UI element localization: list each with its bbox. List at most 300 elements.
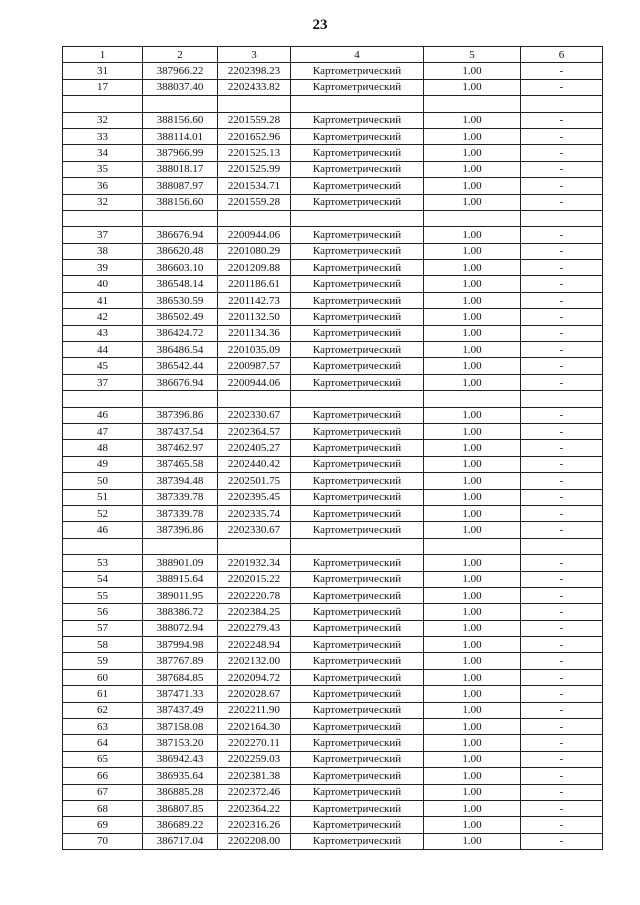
- table-cell: [218, 96, 291, 112]
- table-row: [63, 440, 603, 456]
- table-cell: Картометрический: [291, 79, 424, 95]
- table-row: [63, 669, 603, 685]
- table-cell: 65: [63, 751, 143, 767]
- table-cell: [143, 391, 218, 407]
- table-cell: 2200987.57: [218, 358, 291, 374]
- table-cell: 2202381.38: [218, 768, 291, 784]
- table-row: [63, 817, 603, 833]
- table-cell: 63: [63, 719, 143, 735]
- table-cell: 388018.17: [143, 161, 218, 177]
- table-cell: Картометрический: [291, 423, 424, 439]
- table-cell: [291, 391, 424, 407]
- table-cell: 1.00: [424, 63, 521, 79]
- table-cell: 388087.97: [143, 178, 218, 194]
- table-cell: 387437.49: [143, 702, 218, 718]
- table-cell: -: [521, 227, 603, 243]
- table-cell: 386689.22: [143, 817, 218, 833]
- table-cell: Картометрический: [291, 637, 424, 653]
- table-cell: 386942.43: [143, 751, 218, 767]
- table-cell: -: [521, 407, 603, 423]
- table-cell: 387396.86: [143, 407, 218, 423]
- table-cell: 2202395.45: [218, 489, 291, 505]
- table-cell: [63, 538, 143, 554]
- table-cell: Картометрический: [291, 719, 424, 735]
- table-cell: 2201559.28: [218, 194, 291, 210]
- table-cell: 57: [63, 620, 143, 636]
- table-cell: -: [521, 522, 603, 538]
- table-row: [63, 604, 603, 620]
- table-row: [63, 784, 603, 800]
- table-cell: 387465.58: [143, 456, 218, 472]
- table-cell: [291, 96, 424, 112]
- table-cell: 2201142.73: [218, 292, 291, 308]
- table-row: [63, 194, 603, 210]
- table-cell: 2201080.29: [218, 243, 291, 259]
- table-cell: -: [521, 374, 603, 390]
- table-cell: 1.00: [424, 604, 521, 620]
- table-cell: 388156.60: [143, 194, 218, 210]
- table-cell: 388915.64: [143, 571, 218, 587]
- table-cell: 1.00: [424, 473, 521, 489]
- table-body: [63, 63, 603, 850]
- table-cell: 1.00: [424, 325, 521, 341]
- table-cell: -: [521, 604, 603, 620]
- table-row: [63, 571, 603, 587]
- table-cell: 1.00: [424, 194, 521, 210]
- table-cell: 387153.20: [143, 735, 218, 751]
- table-cell: Картометрический: [291, 800, 424, 816]
- table-row: [63, 145, 603, 161]
- table-cell: Картометрический: [291, 161, 424, 177]
- table-cell: 47: [63, 423, 143, 439]
- table-cell: -: [521, 178, 603, 194]
- table-row: [63, 423, 603, 439]
- table-cell: 1.00: [424, 456, 521, 472]
- table-row: [63, 702, 603, 718]
- column-header: 6: [521, 47, 603, 63]
- table-cell: Картометрический: [291, 194, 424, 210]
- table-cell: 1.00: [424, 423, 521, 439]
- table-cell: 388901.09: [143, 555, 218, 571]
- table-cell: 1.00: [424, 161, 521, 177]
- table-cell: 44: [63, 342, 143, 358]
- table-cell: 1.00: [424, 833, 521, 849]
- table-cell: [424, 210, 521, 226]
- table-cell: 386885.28: [143, 784, 218, 800]
- table-cell: 1.00: [424, 112, 521, 128]
- table-row: [63, 751, 603, 767]
- table-cell: Картометрический: [291, 227, 424, 243]
- table-cell: Картометрический: [291, 751, 424, 767]
- table-cell: 2201134.36: [218, 325, 291, 341]
- table-cell: 1.00: [424, 505, 521, 521]
- table-cell: 17: [63, 79, 143, 95]
- table-cell: 1.00: [424, 735, 521, 751]
- table-row: [63, 210, 603, 226]
- table-row: [63, 555, 603, 571]
- table-row: [63, 79, 603, 95]
- table-cell: -: [521, 260, 603, 276]
- table-row: [63, 178, 603, 194]
- table-cell: Картометрический: [291, 456, 424, 472]
- table-cell: Картометрический: [291, 407, 424, 423]
- table-row: [63, 292, 603, 308]
- table-row: [63, 96, 603, 112]
- table-cell: -: [521, 587, 603, 603]
- table-cell: 70: [63, 833, 143, 849]
- table-cell: 1.00: [424, 637, 521, 653]
- table-cell: 387394.48: [143, 473, 218, 489]
- table-cell: 60: [63, 669, 143, 685]
- table-cell: Картометрический: [291, 374, 424, 390]
- table-cell: 2202316.26: [218, 817, 291, 833]
- table-cell: -: [521, 571, 603, 587]
- table-cell: Картометрический: [291, 260, 424, 276]
- table-cell: 1.00: [424, 227, 521, 243]
- table-cell: 1.00: [424, 669, 521, 685]
- table-cell: 2202330.67: [218, 407, 291, 423]
- table-cell: 2201534.71: [218, 178, 291, 194]
- table-cell: 386603.10: [143, 260, 218, 276]
- table-cell: 1.00: [424, 686, 521, 702]
- table-cell: 2201525.99: [218, 161, 291, 177]
- table-cell: 2202501.75: [218, 473, 291, 489]
- table-cell: -: [521, 768, 603, 784]
- table-cell: Картометрический: [291, 489, 424, 505]
- table-cell: -: [521, 145, 603, 161]
- table-cell: -: [521, 751, 603, 767]
- table-cell: Картометрический: [291, 735, 424, 751]
- table-cell: -: [521, 555, 603, 571]
- table-cell: 387339.78: [143, 505, 218, 521]
- table-cell: 388156.60: [143, 112, 218, 128]
- table-cell: 2202164.30: [218, 719, 291, 735]
- table-cell: 386676.94: [143, 374, 218, 390]
- table-cell: 36: [63, 178, 143, 194]
- table-row: [63, 227, 603, 243]
- table-cell: Картометрический: [291, 440, 424, 456]
- table-cell: 1.00: [424, 817, 521, 833]
- table-cell: 62: [63, 702, 143, 718]
- table-cell: Картометрический: [291, 768, 424, 784]
- table-cell: 32: [63, 194, 143, 210]
- table-row: [63, 407, 603, 423]
- table-cell: 58: [63, 637, 143, 653]
- table-cell: [218, 538, 291, 554]
- table-cell: -: [521, 833, 603, 849]
- table-cell: [63, 210, 143, 226]
- table-cell: Картометрический: [291, 653, 424, 669]
- table-cell: 51: [63, 489, 143, 505]
- table-cell: -: [521, 358, 603, 374]
- table-cell: 387471.33: [143, 686, 218, 702]
- table-cell: Картометрический: [291, 784, 424, 800]
- table-cell: 386620.48: [143, 243, 218, 259]
- table-row: [63, 653, 603, 669]
- table-cell: 49: [63, 456, 143, 472]
- table-cell: 40: [63, 276, 143, 292]
- table-cell: 387462.97: [143, 440, 218, 456]
- table-cell: 59: [63, 653, 143, 669]
- table-cell: 387437.54: [143, 423, 218, 439]
- table-cell: 1.00: [424, 751, 521, 767]
- column-header: 4: [291, 47, 424, 63]
- table-cell: 387966.99: [143, 145, 218, 161]
- table-cell: Картометрический: [291, 243, 424, 259]
- table-cell: 2201525.13: [218, 145, 291, 161]
- table-row: [63, 522, 603, 538]
- table-row: [63, 342, 603, 358]
- table-cell: -: [521, 719, 603, 735]
- table-cell: [521, 538, 603, 554]
- table-cell: Картометрический: [291, 342, 424, 358]
- page-number: 23: [312, 17, 328, 33]
- table-cell: 387396.86: [143, 522, 218, 538]
- table-cell: [63, 391, 143, 407]
- table-cell: 37: [63, 374, 143, 390]
- table-cell: Картометрический: [291, 620, 424, 636]
- table-cell: 39: [63, 260, 143, 276]
- table-cell: -: [521, 79, 603, 95]
- table-cell: 386424.72: [143, 325, 218, 341]
- table-cell: -: [521, 669, 603, 685]
- table-cell: Картометрический: [291, 817, 424, 833]
- table-cell: 1.00: [424, 292, 521, 308]
- table-cell: -: [521, 292, 603, 308]
- table-row: [63, 112, 603, 128]
- table-cell: Картометрический: [291, 833, 424, 849]
- table-cell: 386935.64: [143, 768, 218, 784]
- table-cell: 1.00: [424, 522, 521, 538]
- table-cell: 388037.40: [143, 79, 218, 95]
- table-cell: [143, 210, 218, 226]
- table-cell: 1.00: [424, 768, 521, 784]
- table-cell: Картометрический: [291, 686, 424, 702]
- table-cell: [424, 391, 521, 407]
- table-row: [63, 63, 603, 79]
- table-cell: 1.00: [424, 374, 521, 390]
- table-cell: 1.00: [424, 571, 521, 587]
- table-row: [63, 358, 603, 374]
- table-cell: [218, 391, 291, 407]
- table-cell: -: [521, 735, 603, 751]
- table-cell: Картометрический: [291, 112, 424, 128]
- table-cell: -: [521, 243, 603, 259]
- table-cell: -: [521, 309, 603, 325]
- column-header: 2: [143, 47, 218, 63]
- table-cell: -: [521, 817, 603, 833]
- table-cell: [521, 96, 603, 112]
- table-cell: 1.00: [424, 358, 521, 374]
- table-cell: 2201932.34: [218, 555, 291, 571]
- table-cell: 386548.14: [143, 276, 218, 292]
- table-cell: -: [521, 784, 603, 800]
- table-cell: 2202398.23: [218, 63, 291, 79]
- table-cell: -: [521, 489, 603, 505]
- table-row: [63, 833, 603, 849]
- table-cell: 388072.94: [143, 620, 218, 636]
- table-cell: 52: [63, 505, 143, 521]
- table-cell: 388386.72: [143, 604, 218, 620]
- table-row: [63, 686, 603, 702]
- table-cell: -: [521, 620, 603, 636]
- table-cell: 2202248.94: [218, 637, 291, 653]
- table-row: [63, 489, 603, 505]
- table-row: [63, 637, 603, 653]
- table-cell: 2202270.11: [218, 735, 291, 751]
- table-cell: [424, 96, 521, 112]
- table-cell: Картометрический: [291, 669, 424, 685]
- table-row: [63, 276, 603, 292]
- table-cell: 45: [63, 358, 143, 374]
- table-cell: Картометрический: [291, 63, 424, 79]
- table-cell: 386486.54: [143, 342, 218, 358]
- table-cell: 2202440.42: [218, 456, 291, 472]
- table-cell: [218, 210, 291, 226]
- table-cell: 386807.85: [143, 800, 218, 816]
- table-cell: 1.00: [424, 260, 521, 276]
- table-cell: 48: [63, 440, 143, 456]
- table-cell: Картометрический: [291, 505, 424, 521]
- table-cell: -: [521, 505, 603, 521]
- table-cell: Картометрический: [291, 145, 424, 161]
- table-cell: 1.00: [424, 407, 521, 423]
- table-cell: -: [521, 440, 603, 456]
- table-cell: 1.00: [424, 342, 521, 358]
- table-cell: 68: [63, 800, 143, 816]
- table-row: [63, 391, 603, 407]
- table-row: [63, 325, 603, 341]
- table-cell: 69: [63, 817, 143, 833]
- table-cell: 2202220.78: [218, 587, 291, 603]
- table-cell: 2201209.88: [218, 260, 291, 276]
- table-cell: 1.00: [424, 784, 521, 800]
- table-cell: 38: [63, 243, 143, 259]
- table-cell: [143, 96, 218, 112]
- table-cell: -: [521, 800, 603, 816]
- table-cell: -: [521, 128, 603, 144]
- table-cell: 2201652.96: [218, 128, 291, 144]
- table-cell: 1.00: [424, 243, 521, 259]
- table-cell: Картометрический: [291, 522, 424, 538]
- table-cell: 2202028.67: [218, 686, 291, 702]
- table-cell: 387684.85: [143, 669, 218, 685]
- table-cell: 2202364.22: [218, 800, 291, 816]
- table-cell: 386717.04: [143, 833, 218, 849]
- table-cell: 2202335.74: [218, 505, 291, 521]
- table-cell: Картометрический: [291, 473, 424, 489]
- table-cell: 1.00: [424, 276, 521, 292]
- table-row: [63, 538, 603, 554]
- table-cell: 2201132.50: [218, 309, 291, 325]
- table-cell: [291, 538, 424, 554]
- table-cell: Картометрический: [291, 555, 424, 571]
- table-cell: 33: [63, 128, 143, 144]
- table-row: [63, 456, 603, 472]
- table-cell: Картометрический: [291, 571, 424, 587]
- table-cell: [63, 96, 143, 112]
- table-cell: 386530.59: [143, 292, 218, 308]
- table-cell: Картометрический: [291, 604, 424, 620]
- table-cell: 66: [63, 768, 143, 784]
- table-cell: 2202372.46: [218, 784, 291, 800]
- table-cell: [143, 538, 218, 554]
- table-cell: 34: [63, 145, 143, 161]
- table-cell: 1.00: [424, 145, 521, 161]
- table-cell: 2202132.00: [218, 653, 291, 669]
- table-cell: 42: [63, 309, 143, 325]
- table-cell: 2202208.00: [218, 833, 291, 849]
- table-cell: 1.00: [424, 79, 521, 95]
- table-row: [63, 735, 603, 751]
- table-cell: Картометрический: [291, 587, 424, 603]
- table-cell: 32: [63, 112, 143, 128]
- table-cell: 43: [63, 325, 143, 341]
- table-cell: [291, 210, 424, 226]
- table-cell: 1.00: [424, 719, 521, 735]
- table-cell: [521, 210, 603, 226]
- column-header: 3: [218, 47, 291, 63]
- table-cell: 2202259.03: [218, 751, 291, 767]
- table-cell: Картометрический: [291, 128, 424, 144]
- table-cell: 35: [63, 161, 143, 177]
- table-cell: Картометрический: [291, 358, 424, 374]
- table-cell: -: [521, 473, 603, 489]
- column-header: 5: [424, 47, 521, 63]
- table-cell: 2201559.28: [218, 112, 291, 128]
- table-row: [63, 768, 603, 784]
- table-cell: -: [521, 653, 603, 669]
- table-cell: 56: [63, 604, 143, 620]
- table-row: [63, 620, 603, 636]
- table-cell: 1.00: [424, 653, 521, 669]
- table-row: [63, 260, 603, 276]
- table-cell: 2202364.57: [218, 423, 291, 439]
- table-cell: 61: [63, 686, 143, 702]
- table-cell: 55: [63, 587, 143, 603]
- table-cell: -: [521, 637, 603, 653]
- table-cell: 2202384.25: [218, 604, 291, 620]
- table-cell: 387339.78: [143, 489, 218, 505]
- table-cell: 1.00: [424, 555, 521, 571]
- table-cell: 37: [63, 227, 143, 243]
- table-cell: 2200944.06: [218, 374, 291, 390]
- table-cell: 386676.94: [143, 227, 218, 243]
- table-row: [63, 587, 603, 603]
- table-row: [63, 719, 603, 735]
- table-cell: 1.00: [424, 309, 521, 325]
- table-cell: Картометрический: [291, 178, 424, 194]
- table-cell: 388114.01: [143, 128, 218, 144]
- table-row: [63, 309, 603, 325]
- table-row: [63, 128, 603, 144]
- table-row: [63, 473, 603, 489]
- table-cell: 1.00: [424, 702, 521, 718]
- table-cell: 50: [63, 473, 143, 489]
- table-cell: -: [521, 456, 603, 472]
- table-cell: 2202330.67: [218, 522, 291, 538]
- coordinates-table: [62, 46, 603, 850]
- table-cell: -: [521, 194, 603, 210]
- table-cell: 1.00: [424, 440, 521, 456]
- table-cell: -: [521, 325, 603, 341]
- table-cell: 2202279.43: [218, 620, 291, 636]
- table-cell: 2202405.27: [218, 440, 291, 456]
- table-cell: 1.00: [424, 620, 521, 636]
- table-cell: [424, 538, 521, 554]
- table-row: [63, 243, 603, 259]
- table-cell: Картометрический: [291, 276, 424, 292]
